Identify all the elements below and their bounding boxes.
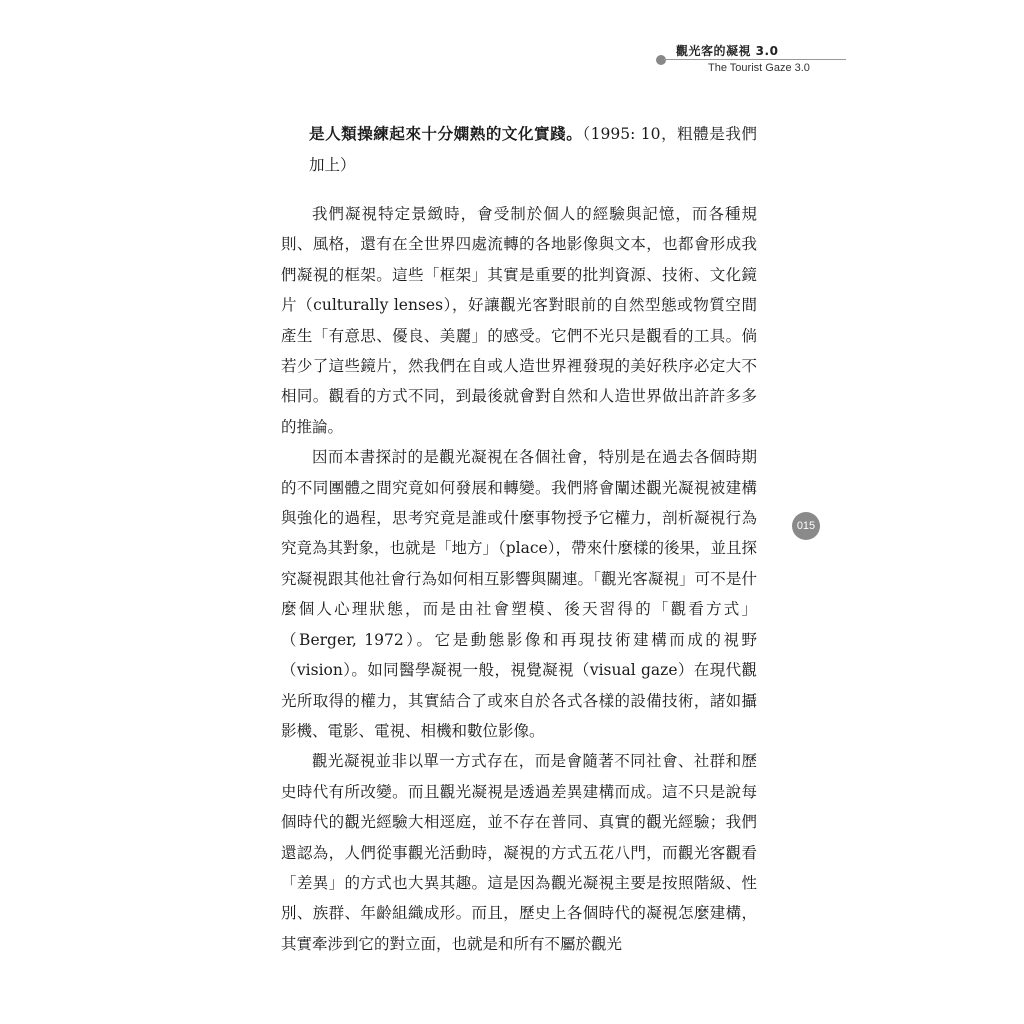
body-paragraph-2: 因而本書探討的是觀光凝視在各個社會，特別是在過去各個時期的不同團體之間究竟如何發展和轉變。我們將會闡述觀光凝視被建構與強化的過程，思考究竟是誰或什麼事物授予它權力，剖析凝視行為究竟為其對象，也就是「地方」（place），帶來什麼樣的後果，並且探究凝視跟其他社會行為如何相互影響與關連。「觀光客凝視」可不是什麼個人心理狀態，而是由社會塑模、後天習得的「觀看方式」（Berger, 1972）。它是動態影像和再現技術建構而成的視野（vision）。如同醫學凝視一般，視覺凝視（visual gaze）在現代觀光所取得的權力，其實結合了或來自於各式各樣的設備技術，諸如攝影機、電影、電視、相機和數位影像。 xyxy=(281,448,757,740)
header-subtitle: The Tourist Gaze 3.0 xyxy=(708,62,810,74)
body-paragraph-1: 我們凝視特定景緻時，會受制於個人的經驗與記憶，而各種規則、風格，還有在全世界四處流轉的各地影像與文本，也都會形成我們凝視的框架。這些「框架」其實是重要的批判資源、技術、文化鏡片（culturally lenses），好讓觀光客對眼前的自然型態或物質空間產生「有意思、優良、美麗」的感受。它們不光只是觀看的工具。倘若少了這些鏡片，然我們在自或人造世界裡發現的美好秩序必定大不相同。觀看的方式不同，到最後就會對自然和人造世界做出許許多多的推論。 xyxy=(281,205,757,436)
header-title: 觀光客的凝視 3.0 xyxy=(676,44,779,58)
quote-bold-text: 是人類操練起來十分嫻熟的文化實踐。 xyxy=(309,124,583,143)
quote-citation: （1995: 10，粗體是我們加上） xyxy=(309,125,757,174)
header-rule xyxy=(664,59,846,60)
block-quote xyxy=(309,118,757,181)
page-body xyxy=(281,118,757,959)
body-paragraph-3: 觀光凝視並非以單一方式存在，而是會隨著不同社會、社群和歷史時代有所改變。而且觀光凝視是透過差異建構而成。這不只是說每個時代的觀光經驗大相逕庭，並不存在普同、真實的觀光經驗；我們還認為，人們從事觀光活動時，凝視的方式五花八門，而觀光客觀看「差異」的方式也大異其趣。這是因為觀光凝視主要是按照階級、性別、族群、年齡組織成形。而且，歷史上各個時代的凝視怎麼建構，其實牽涉到它的對立面，也就是和所有不屬於觀光 xyxy=(281,752,757,953)
page-number-badge: 015 xyxy=(792,512,820,540)
header-dot-icon xyxy=(656,55,666,65)
